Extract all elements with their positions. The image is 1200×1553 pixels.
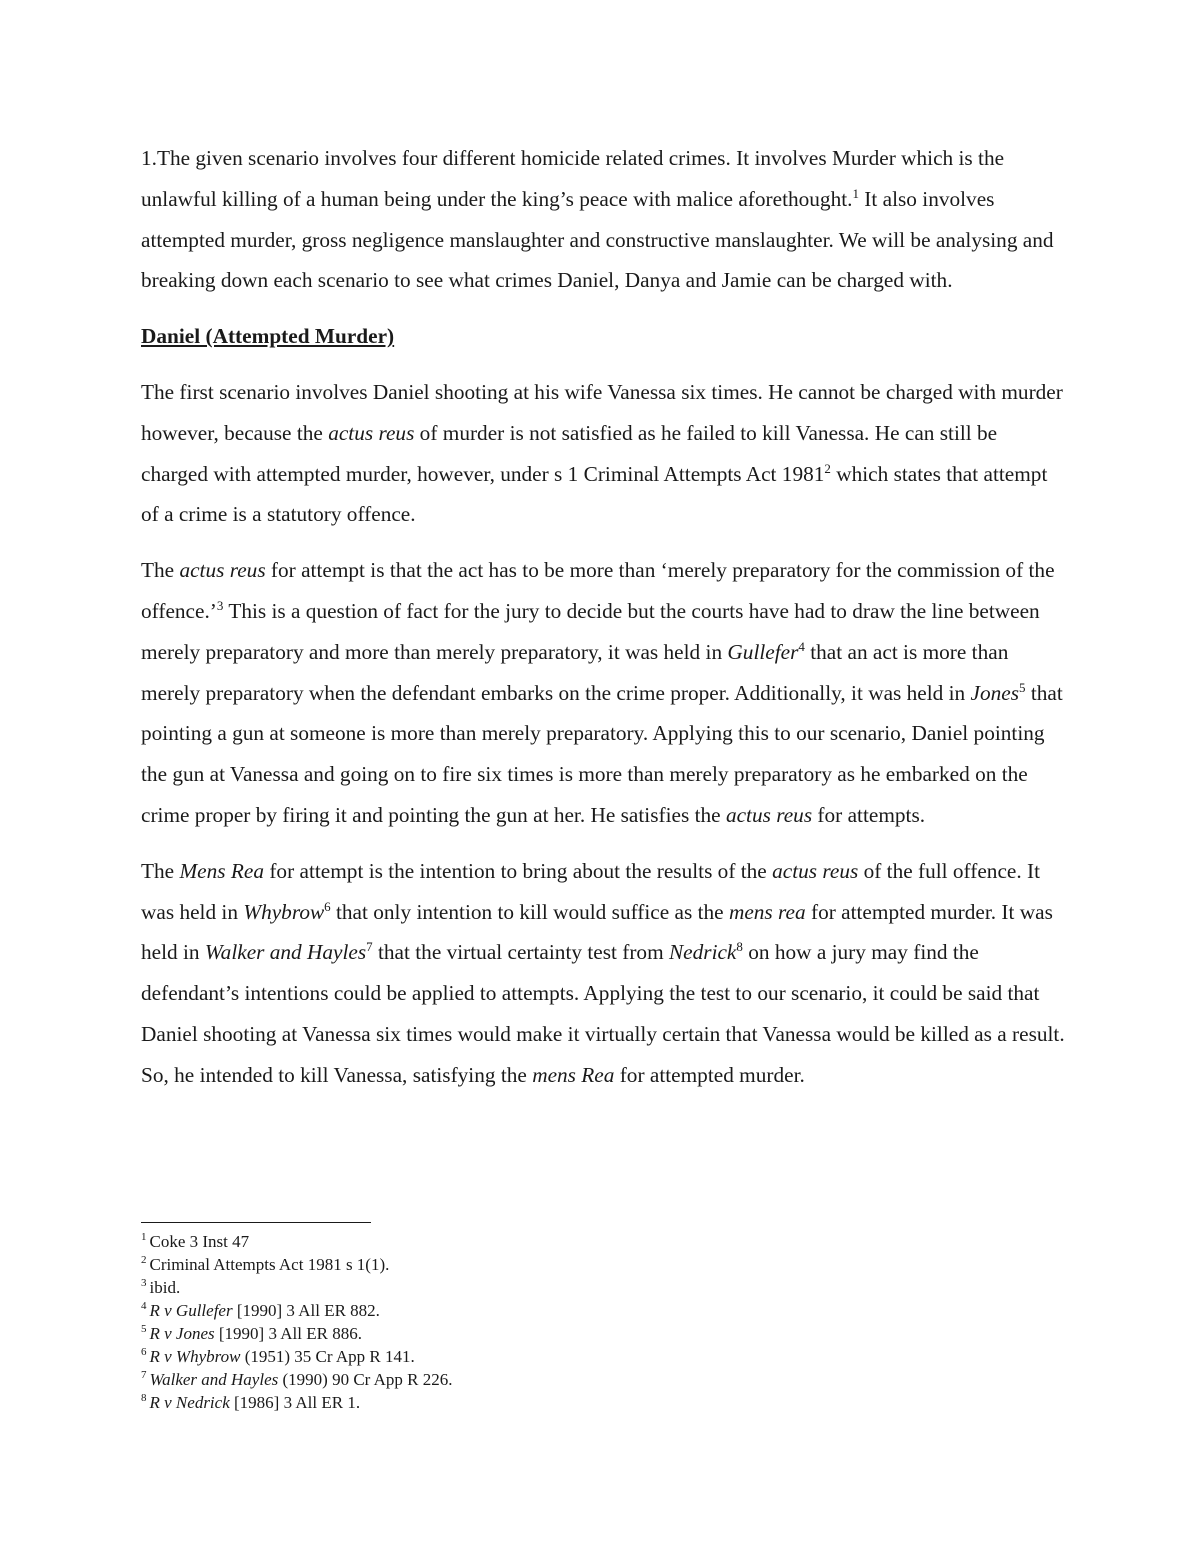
italic-term: mens rea [728, 899, 806, 924]
italic-term: actus reus [328, 420, 415, 445]
paragraph-text: that an act is more than merely preparatory when the defendant embarks on the crime proper. Additionally, it was held in [141, 639, 1009, 705]
footnote-ref-3[interactable]: 3 [216, 597, 224, 613]
paragraph-actus-reus [141, 550, 1066, 836]
footnote-number: 8 [141, 1392, 147, 1405]
paragraph-text: of murder is not satisfied as he failed to kill Vanessa. He can still be charged with attempted murder, however, under s 1 Criminal Attempts Act 1981 [141, 420, 998, 486]
case-name: Gullefer [727, 639, 799, 664]
footnote-ref-8[interactable]: 8 [736, 939, 743, 955]
footnote-number: 5 [141, 1323, 147, 1336]
paragraph-text: The [141, 858, 180, 883]
paragraph-text: The [141, 558, 180, 583]
footnote [141, 1230, 1041, 1253]
paragraph-text: for attempt is the intention to bring about the results of the [264, 858, 773, 883]
footnote-case: Walker and Hayles [149, 1370, 279, 1389]
footnote [141, 1253, 1041, 1276]
paragraph-text: for attempts. [812, 802, 926, 827]
italic-term: actus reus [772, 858, 859, 883]
paragraph-text: for attempted murder. It was held in [141, 899, 1053, 965]
paragraph-scenario [141, 372, 1066, 535]
footnote-ref-2[interactable]: 2 [824, 460, 831, 476]
paragraph-text: of the full offence. It was held in [141, 858, 1041, 924]
intro-text: 1.The given scenario involves four different homicide related crimes. It involves Murder which is the unlawful killing of a human being under the king’s peace with malice aforethought. [141, 146, 1005, 211]
footnote-number: 7 [141, 1369, 147, 1382]
document-body [141, 138, 1066, 1111]
footnote-number: 4 [141, 1300, 147, 1313]
footnote [141, 1276, 1041, 1299]
case-name: Jones [970, 680, 1020, 705]
case-name: Walker and Hayles [204, 940, 367, 965]
footnote-text: [1986] 3 All ER 1. [229, 1393, 361, 1412]
paragraph-text: that only intention to kill would suffice as the [330, 899, 729, 924]
paragraph-text: that pointing a gun at someone is more than merely preparatory. Applying this to our scenario, Daniel pointing the gun at Vanessa and going on to fire six times is more than merely preparatory as he embarked on the crime proper by firing it and pointing the gun at her. He satisfies the [141, 680, 1063, 827]
footnote-ref-5[interactable]: 5 [1019, 679, 1026, 695]
italic-term: Mens Rea [179, 858, 265, 883]
footnote-case: R v Whybrow [149, 1347, 241, 1366]
footnotes [141, 1230, 1041, 1414]
footnote-text: [1990] 3 All ER 882. [232, 1301, 380, 1320]
footnote-text: Coke 3 Inst 47 [149, 1232, 250, 1251]
footnote [141, 1322, 1041, 1345]
footnote-case: R v Gullefer [149, 1301, 233, 1320]
footnote [141, 1368, 1041, 1391]
italic-term: mens Rea [532, 1062, 615, 1087]
paragraph-text: for attempted murder. [614, 1062, 805, 1087]
paragraph-text: on how a jury may find the defendant’s intentions could be applied to attempts. Applying the test to our scenario, it could be said that Daniel shooting at Vanessa six times would make it virtually certain that Vanessa would be killed as a result. So, he intended to kill Vanessa, satisfying the [141, 940, 1065, 1087]
footnote [141, 1299, 1041, 1322]
paragraph-text: that the virtual certainty test from [372, 940, 669, 965]
footnote [141, 1391, 1041, 1414]
footnote-ref-6[interactable]: 6 [324, 898, 331, 914]
paragraph-text: which states that attempt of a crime is a statutory offence. [141, 461, 1048, 527]
intro-text: It also involves attempted murder, gross negligence manslaughter and constructive manslaughter. We will be analysing and breaking down each scenario to see what crimes Daniel, Danya and Jamie can be charged with. [141, 186, 1054, 293]
paragraph-text: The first scenario involves Daniel shooting at his wife Vanessa six times. He cannot be charged with murder however, because the [141, 379, 1063, 445]
footnote-number: 1 [141, 1231, 147, 1244]
case-name: Nedrick [668, 940, 737, 965]
footnote-number: 3 [141, 1277, 147, 1290]
footnote-text: ibid. [149, 1278, 181, 1297]
italic-term: actus reus [725, 802, 813, 827]
footnote-ref-1[interactable]: 1 [852, 185, 859, 201]
case-name: Whybrow [243, 899, 325, 924]
footnote [141, 1345, 1041, 1368]
paragraph-text: for attempt is that the act has to be more than ‘merely preparatory for the commission of the offence.’ [141, 558, 1055, 623]
footnote-ref-7[interactable]: 7 [366, 939, 373, 955]
footnote-case: R v Jones [149, 1324, 215, 1343]
footnote-number: 2 [141, 1254, 147, 1267]
footnote-ref-4[interactable]: 4 [798, 638, 805, 654]
footnote-number: 6 [141, 1346, 147, 1359]
footnote-separator [141, 1222, 371, 1223]
paragraph-mens-rea [141, 851, 1066, 1096]
intro-paragraph [141, 138, 1066, 301]
section-heading: Daniel (Attempted Murder) [141, 324, 395, 349]
footnote-text: Criminal Attempts Act 1981 s 1(1). [149, 1255, 390, 1274]
italic-term: actus reus [179, 558, 266, 583]
footnote-text: [1990] 3 All ER 886. [214, 1324, 362, 1343]
footnote-text: (1951) 35 Cr App R 141. [240, 1347, 415, 1366]
footnote-text: (1990) 90 Cr App R 226. [278, 1370, 453, 1389]
footnote-case: R v Nedrick [149, 1393, 230, 1412]
paragraph-text: This is a question of fact for the jury to decide but the courts have had to draw the line between merely preparatory and more than merely preparatory, it was held in [141, 598, 1040, 664]
